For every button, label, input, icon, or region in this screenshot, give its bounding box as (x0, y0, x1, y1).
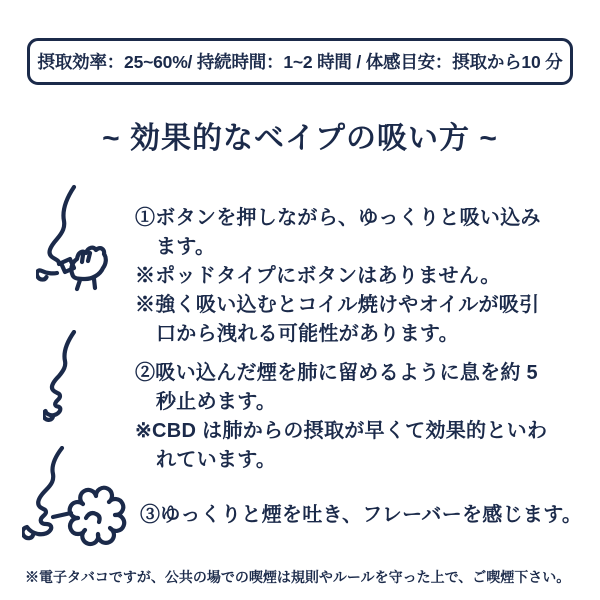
footer-disclaimer: ※電子タバコですが、公共の場での喫煙は規則やルールを守った上で、ご喫煙下さい。 (25, 569, 571, 585)
step-1-line-4: ※強く吸い込むとコイル焼けやオイルが吸引 (135, 294, 540, 316)
page-title: ~ 効果的なベイプの吸い方 ~ (102, 122, 498, 155)
step-2-line-1: ②吸い込んだ煙を肺に留めるように息を約 5 (135, 362, 538, 384)
step-2-line-3: ※CBD は肺からの摂取が早くて効果的といわ (135, 420, 548, 442)
face-inhaling-with-hand-icon (36, 184, 108, 292)
step-2-line-4: れています。 (156, 449, 277, 471)
intake-info-text: 摂取効率：25~60%/ 持続時間：1~2 時間 / 体感目安：摂取から10 分 (37, 52, 563, 72)
step-1-line-5: 口から洩れる可能性があります。 (156, 323, 459, 345)
face-holding-breath-icon (43, 330, 91, 422)
intake-info-box (27, 38, 573, 85)
step-2-text (135, 359, 547, 475)
step-3-line-1: ③ゆっくりと煙を吐き、フレーバーを感じます。 (140, 504, 583, 526)
step-1-line-2: ます。 (156, 236, 216, 258)
step-3-text (140, 501, 582, 530)
step-2-line-2: 秒止めます。 (156, 391, 277, 413)
face-exhaling-smoke-icon (22, 446, 127, 551)
step-1-line-1: ①ボタンを押しながら、ゆっくりと吸い込み (135, 207, 541, 229)
step-1-text (135, 204, 541, 349)
step-1-line-3: ※ポッドタイプにボタンはありません。 (135, 265, 501, 287)
